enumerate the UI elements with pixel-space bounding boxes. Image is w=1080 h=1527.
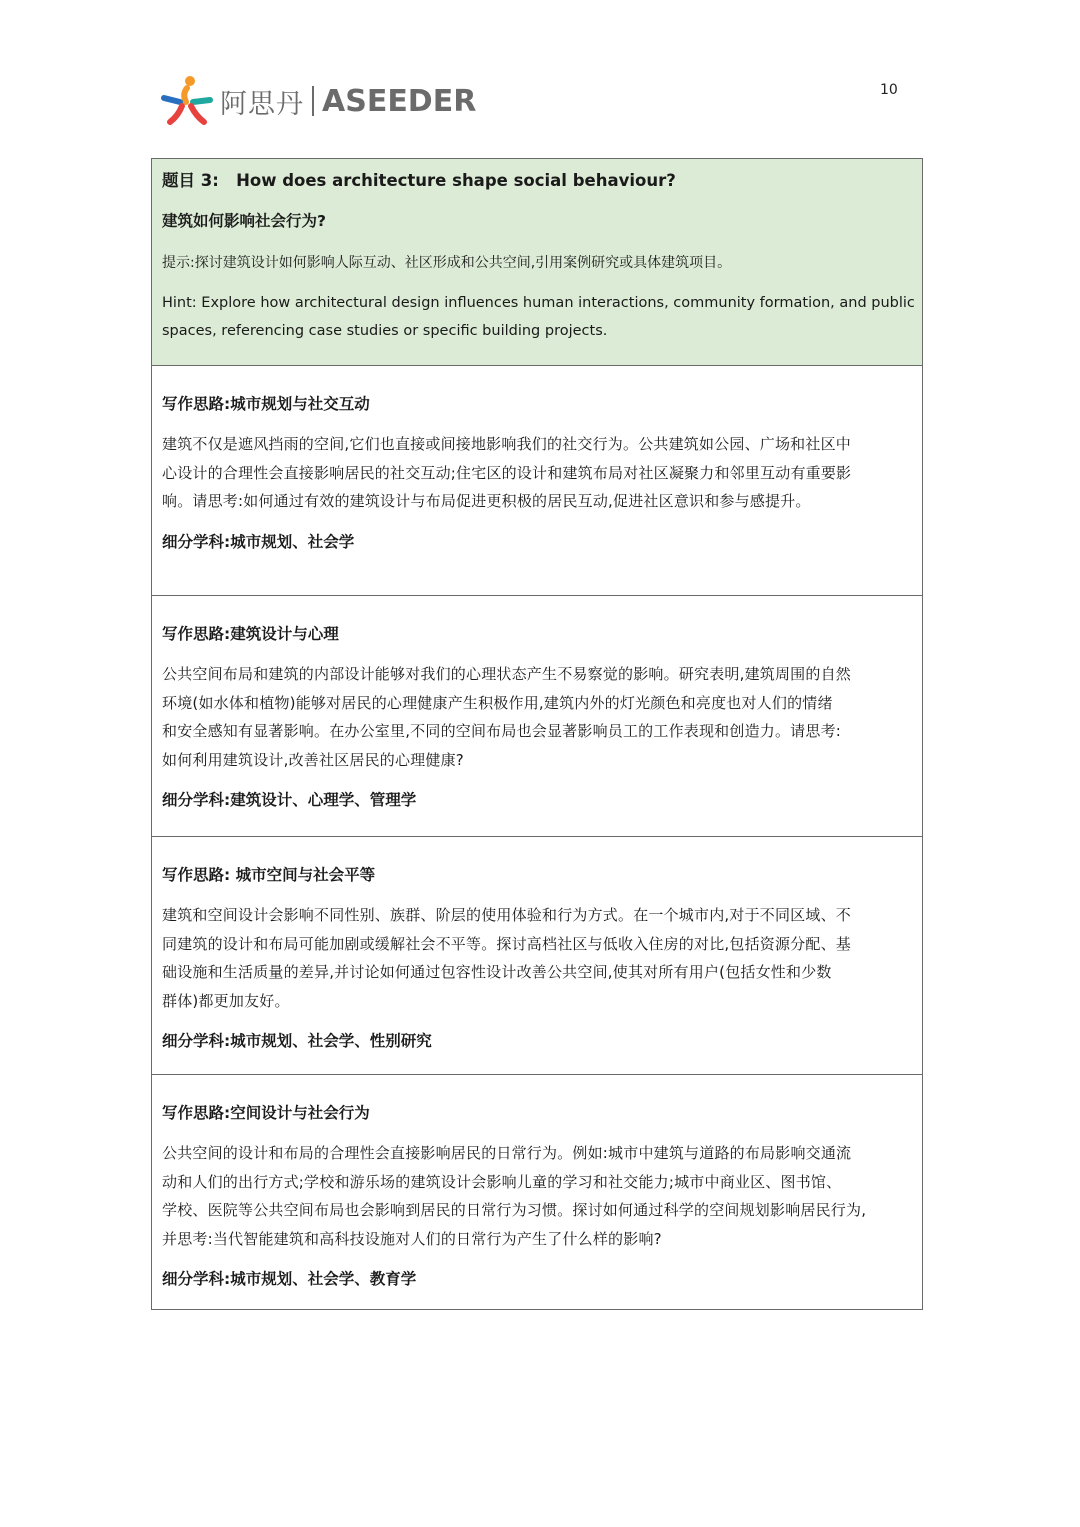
idea-body-line: 建筑和空间设计会影响不同性别、族群、阶层的使用体验和行为方式。在一个城市内,对于不同区域、不: [162, 906, 851, 924]
idea-body-line: 建筑不仅是遮风挡雨的空间,它们也直接或间接地影响我们的社交行为。公共建筑如公园、广场和社区中: [162, 435, 851, 453]
prompt-title: [162, 169, 912, 193]
idea-title: 写作思路: 城市空间与社会平等: [162, 866, 376, 884]
aseeder-logo-icon: [160, 74, 214, 128]
prompt-label: 题目 3:: [162, 171, 219, 190]
logo-english-text: ASEEDER: [322, 83, 477, 119]
idea-cell-social-equality: [152, 837, 922, 1075]
idea-cell-design-psychology: [152, 596, 922, 837]
page-header: [0, 0, 1080, 150]
idea-subject: 细分学科:城市规划、社会学: [162, 532, 355, 551]
idea-subject: 细分学科:城市规划、社会学、性别研究: [162, 1032, 432, 1050]
idea-body-line: 如何利用建筑设计,改善社区居民的心理健康?: [162, 750, 464, 769]
idea-cell-urban-planning: [152, 366, 922, 596]
topic-table: [151, 158, 923, 1310]
idea-cell-spatial-behavior: [152, 1075, 922, 1309]
prompt-hint-cn: 提示:探讨建筑设计如何影响人际互动、社区形成和公共空间,引用案例研究或具体建筑项目。: [162, 255, 732, 271]
prompt-title-cn: 建筑如何影响社会行为?: [162, 212, 326, 230]
idea-body: [162, 1139, 912, 1253]
idea-body: [162, 660, 912, 774]
idea-subject: 细分学科:城市规划、社会学、教育学: [162, 1270, 417, 1288]
idea-subject: 细分学科:建筑设计、心理学、管理学: [162, 791, 417, 809]
idea-title: 写作思路:城市规划与社交互动: [162, 395, 370, 413]
idea-body-line: 和安全感知有显著影响。在办公室里,不同的空间布局也会显著影响员工的工作表现和创造力。请思考:: [162, 722, 842, 740]
idea-title: 写作思路:建筑设计与心理: [162, 625, 339, 643]
prompt-title-en: How does architecture shape social behaviour?: [236, 171, 676, 190]
idea-body: [162, 430, 912, 516]
idea-title: 写作思路:空间设计与社会行为: [162, 1104, 370, 1122]
idea-body-line: 学校、医院等公共空间布局也会影响到居民的日常行为习惯。探讨如何通过科学的空间规划影响居民行为,: [162, 1201, 867, 1219]
brand-logo: [160, 74, 476, 128]
logo-chinese-text: 阿思丹: [220, 88, 304, 120]
idea-body-line: 响。请思考:如何通过有效的建筑设计与布局促进更积极的居民互动,促进社区意识和参与感提升。: [162, 492, 811, 510]
prompt-hint-en: [162, 289, 915, 345]
idea-body-line: 并思考:当代智能建筑和高科技设施对人们的日常行为产生了什么样的影响?: [162, 1229, 662, 1248]
logo-divider: [312, 86, 314, 116]
prompt-hint-en-line: spaces, referencing case studies or specific building projects.: [162, 323, 608, 339]
page-number: 10: [880, 82, 898, 98]
idea-body: [162, 901, 912, 1015]
idea-body-line: 公共空间的设计和布局的合理性会直接影响居民的日常行为。例如:城市中建筑与道路的布局影响交通流: [162, 1144, 852, 1162]
prompt-hint-en-line: Hint: Explore how architectural design influences human interactions, community formation, and public: [162, 295, 915, 311]
idea-body-line: 公共空间布局和建筑的内部设计能够对我们的心理状态产生不易察觉的影响。研究表明,建筑周围的自然: [162, 665, 851, 683]
idea-body-line: 础设施和生活质量的差异,并讨论如何通过包容性设计改善公共空间,使其对所有用户(包括女性和少数: [162, 963, 832, 981]
idea-body-line: 环境(如水体和植物)能够对居民的心理健康产生积极作用,建筑内外的灯光颜色和亮度也对人们的情绪: [162, 693, 833, 712]
idea-body-line: 心设计的合理性会直接影响居民的社交互动;住宅区的设计和建筑布局对社区凝聚力和邻里互动有重要影: [162, 463, 852, 482]
idea-body-line: 动和人们的出行方式;学校和游乐场的建筑设计会影响儿童的学习和社交能力;城市中商业区、图书馆、: [162, 1172, 842, 1191]
prompt-cell: [152, 159, 922, 366]
idea-body-line: 群体)都更加友好。: [162, 991, 290, 1010]
idea-body-line: 同建筑的设计和布局可能加剧或缓解社会不平等。探讨高档社区与低收入住房的对比,包括资源分配、基: [162, 934, 851, 953]
